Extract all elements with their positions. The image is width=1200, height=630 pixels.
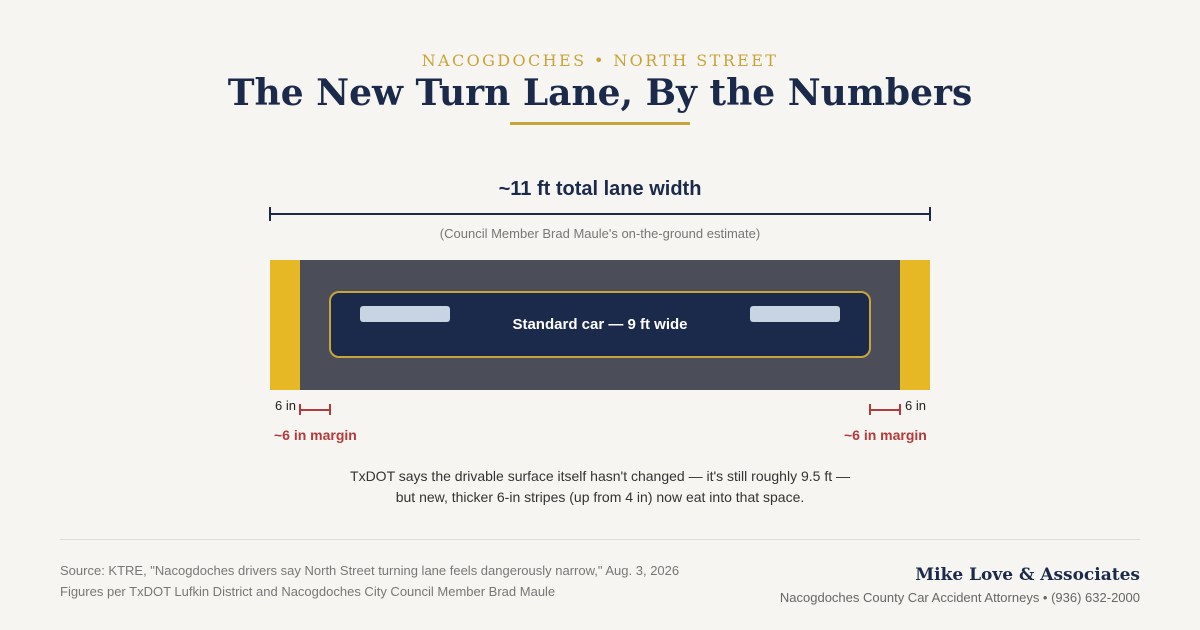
left-stripe-width-label: 6 in bbox=[275, 398, 296, 413]
dimension-tick-right bbox=[929, 207, 931, 221]
left-margin-tick-a bbox=[299, 404, 301, 415]
dimension-tick-left bbox=[269, 207, 271, 221]
total-width-dimension-line bbox=[270, 213, 930, 215]
source-line-1: Source: KTRE, "Nacogdoches drivers say North Street turning lane feels dangerously narrow," Aug. 3, 2026 bbox=[60, 563, 680, 578]
left-margin-bar bbox=[300, 409, 330, 411]
page-title: The New Turn Lane, By the Numbers bbox=[227, 72, 973, 114]
firm-tagline: Nacogdoches County Car Accident Attorneys • (936) 632-2000 bbox=[779, 590, 1140, 605]
car-label: Standard car — 9 ft wide bbox=[512, 316, 688, 333]
right-stripe bbox=[900, 260, 930, 390]
right-margin-label: ~6 in margin bbox=[844, 427, 927, 443]
source-line-2: Figures per TxDOT Lufkin District and Nacogdoches City Council Member Brad Maule bbox=[60, 584, 556, 599]
title-underline bbox=[510, 122, 690, 125]
explanatory-note bbox=[0, 466, 1200, 508]
right-stripe-width-label: 6 in bbox=[905, 398, 926, 413]
estimate-note: (Council Member Brad Maule's on-the-ground estimate) bbox=[439, 226, 761, 241]
right-margin-tick-b bbox=[899, 404, 901, 415]
firm-name: Mike Love & Associates bbox=[915, 565, 1140, 585]
left-margin-label: ~6 in margin bbox=[274, 427, 357, 443]
right-margin-bar bbox=[870, 409, 900, 411]
total-width-label: ~11 ft total lane width bbox=[498, 178, 702, 200]
kicker: NACOGDOCHES • NORTH STREET bbox=[421, 51, 779, 70]
note-line-1: TxDOT says the drivable surface itself hasn't changed — it's still roughly 9.5 ft — bbox=[350, 468, 850, 484]
right-margin-tick-a bbox=[869, 404, 871, 415]
source-citation bbox=[60, 560, 679, 602]
left-margin-tick-b bbox=[329, 404, 331, 415]
footer-divider bbox=[60, 539, 1140, 540]
left-stripe bbox=[270, 260, 300, 390]
note-line-2: but new, thicker 6-in stripes (up from 4 in) now eat into that space. bbox=[395, 489, 805, 505]
